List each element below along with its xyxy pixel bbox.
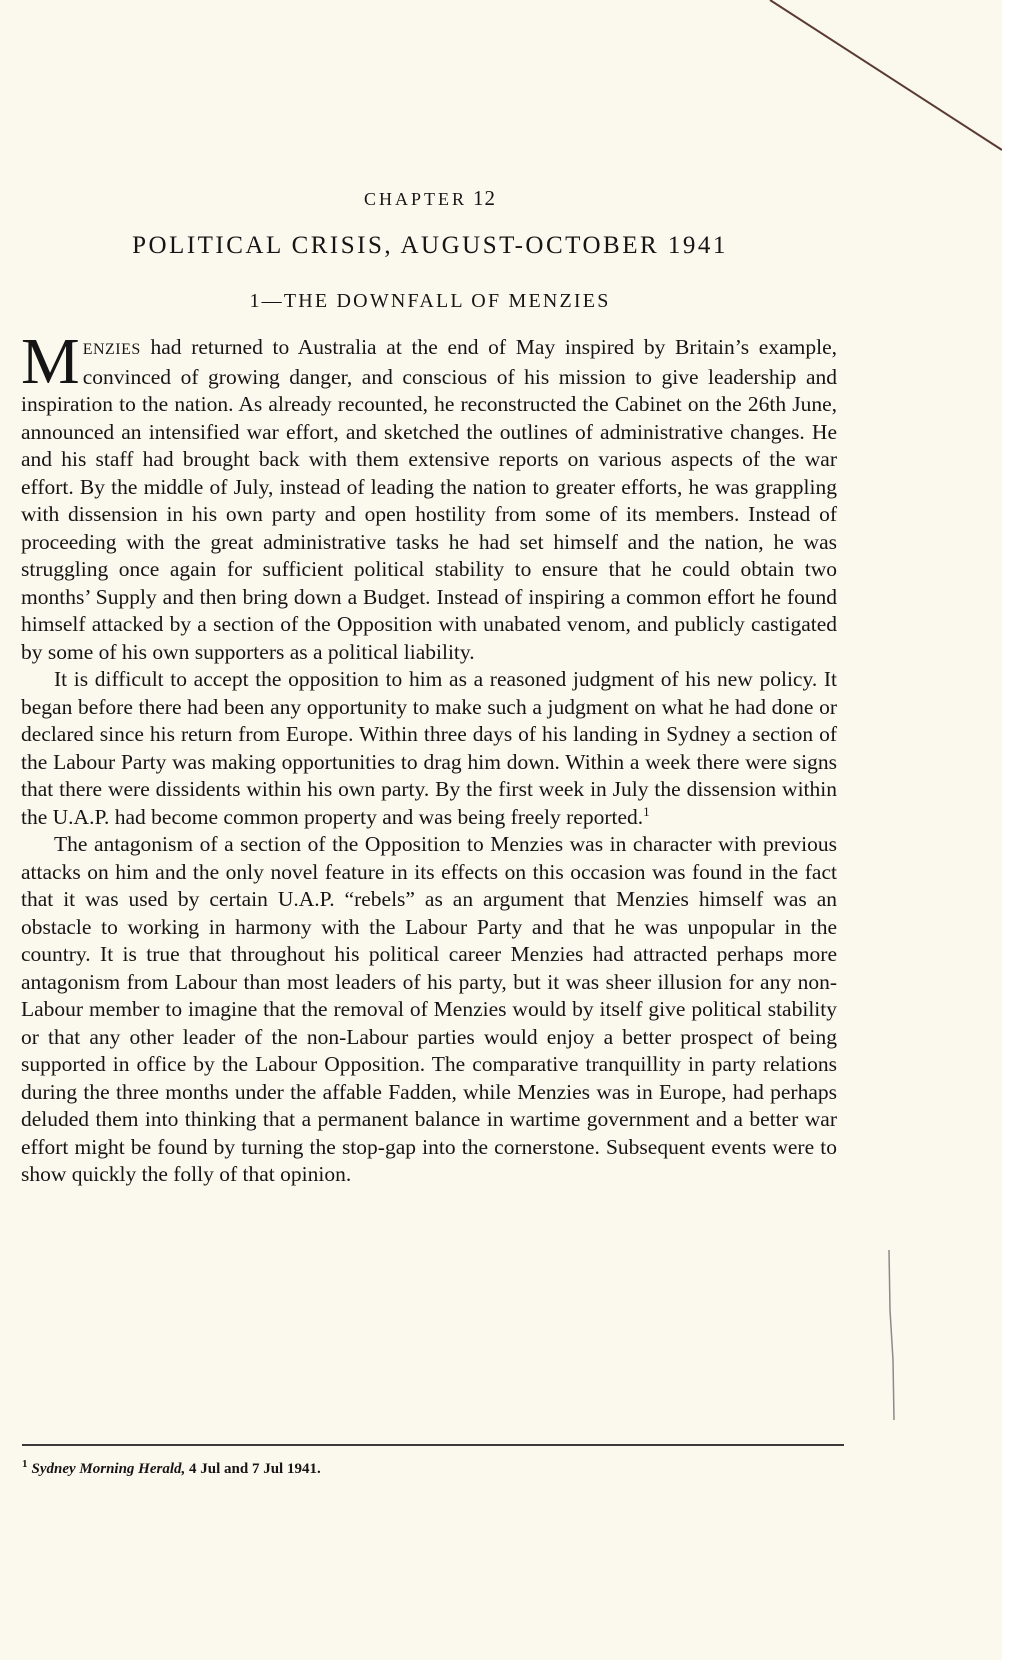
- paragraph-1-text: had returned to Australia at the end of May inspired by Britain’s example, convinced of growing danger, and conscious of his mission to give leadership and inspiration to the nation. As already recounted, he reconstructed the Cabinet on the 26th June, announced an intensified war effort, and sketched the outlines of administrative changes. He and his staff had brought back with them extensive reports on various aspects of the war effort. By the middle of July, instead of leading the nation to greater efforts, he was grappling with dissension in his own party and open hostility from some of its members. Instead of proceeding with the great administrative tasks he had set himself and the nation, he was struggling once again for sufficient political stability to ensure that he could obtain two months’ Supply and then bring down a Budget. Instead of inspiring a common effort he found himself attacked by a section of the Opposition with unabated venom, and publicly castigated by some of his own supporters as a political liability.: [21, 335, 837, 664]
- footnote-divider: [22, 1444, 844, 1446]
- chapter-label: CHAPTER: [363, 189, 467, 209]
- section-title: 1—THE DOWNFALL OF MENZIES: [249, 290, 611, 312]
- page-edge: [1002, 0, 1024, 1660]
- footnote-reference[interactable]: 1: [643, 803, 650, 819]
- chapter-title: POLITICAL CRISIS, AUGUST-OCTOBER 1941: [132, 232, 728, 259]
- paragraph-2-text: It is difficult to accept the opposition to him as a reasoned judgment of his new policy. It began before there had been any opportunity to make such a judgment on what he had done or declared since his return from Europe. Within three days of his landing in Sydney a section of the Labour Party was making opportunities to drag him down. Within a week there were signs that there were dissidents within his own party. By the first week in July the dissension within the U.A.P. had become common property and was being freely reported.: [21, 667, 837, 829]
- footnote-source: Sydney Morning Herald,: [31, 1461, 186, 1477]
- margin-pencil-mark: [887, 1250, 897, 1420]
- paragraph-3-text: The antagonism of a section of the Opposition to Menzies was in character with previous attacks on him and the only novel feature in its effects on this occasion was found in the fact that it was used by certain U.A.P. “rebels” as an argument that Menzies himself was an obstacle to working in harmony with the Labour Party and that he was unpopular in the country. It is true that throughout his political career Menzies had attracted perhaps more antagonism from Labour than most leaders of his party, but it was sheer illusion for any non-Labour member to imagine that the removal of Menzies would by itself give political stability or that any other leader of the non-Labour parties would enjoy a better prospect of being supported in office by the Labour Opposition. The comparative tranquillity in party relations during the three months under the affable Fadden, while Menzies was in Europe, had perhaps deluded them into thinking that a permanent balance in wartime government and a better war effort might be found by turning the stop-gap into the cornerstone. Subsequent events were to show quickly the folly of that opinion.: [21, 832, 837, 1186]
- chapter-heading: [0, 186, 860, 211]
- footnote-marker: 1: [22, 1458, 28, 1470]
- chapter-number: 12: [473, 186, 496, 210]
- footnote: [22, 1458, 321, 1478]
- body-text: [21, 325, 837, 1189]
- drop-cap: M: [21, 325, 80, 398]
- opening-smallcaps: ENZIES: [82, 341, 141, 358]
- footnote-text: 4 Jul and 7 Jul 1941.: [185, 1461, 321, 1477]
- folded-corner-line: [0, 0, 1002, 160]
- paragraph-2: [21, 666, 837, 831]
- paragraph-3: [21, 831, 837, 1189]
- paragraph-1: [21, 325, 837, 666]
